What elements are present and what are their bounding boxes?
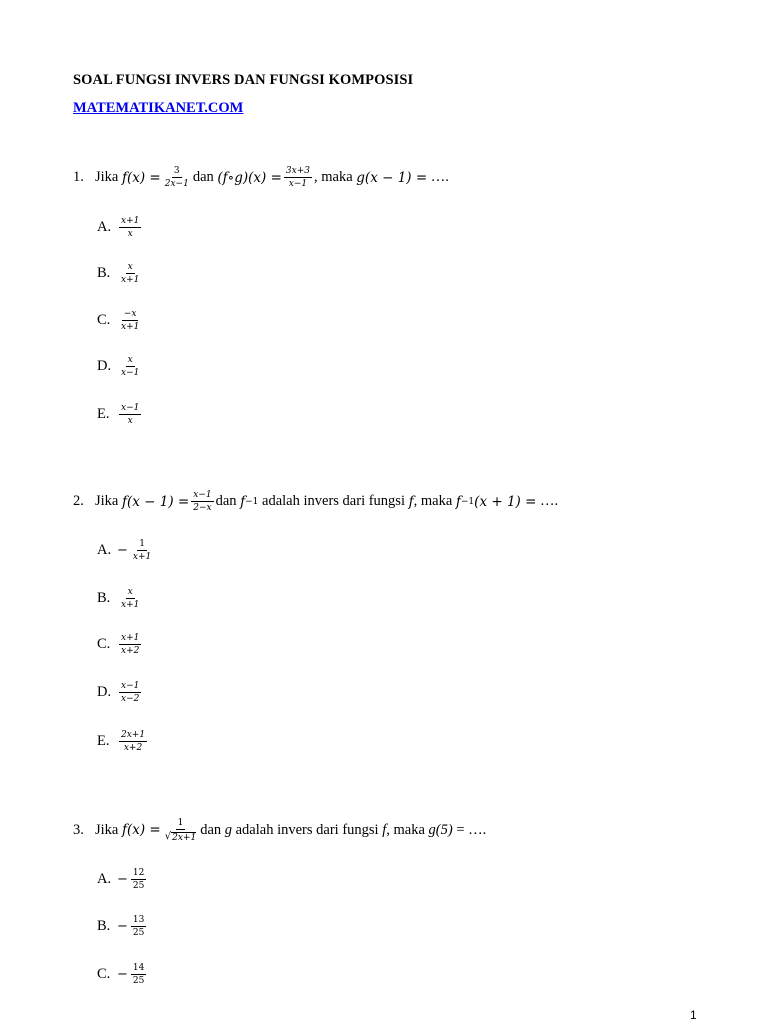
option-sign: −: [117, 872, 128, 888]
option-sign: −: [117, 919, 128, 935]
fraction-numerator: 1: [176, 818, 186, 830]
fraction-numerator: x−1: [119, 681, 141, 693]
question-2: [73, 490, 558, 514]
question-text: , maka: [314, 169, 353, 186]
function-f: f(x) =: [121, 822, 161, 839]
question-dots: ….: [430, 169, 449, 186]
function-letter: f: [382, 821, 387, 838]
option-fraction: [119, 403, 141, 427]
option-fraction: [119, 730, 147, 754]
fraction-numerator: 1: [137, 539, 147, 551]
option-label: A.: [97, 219, 112, 236]
option-label: D.: [97, 684, 112, 701]
sqrt-icon: √: [164, 831, 172, 843]
fraction-numerator: 3: [172, 166, 182, 178]
site-link[interactable]: MATEMATIKANET.COM: [73, 100, 244, 116]
option-label: E.: [97, 733, 110, 750]
fraction-numerator: 3x+3: [284, 166, 312, 178]
fraction-fog: [284, 166, 312, 190]
option-3c[interactable]: [97, 963, 148, 987]
sqrt-radicand: 2x+1: [172, 832, 197, 843]
fraction-denominator: 2x−1: [164, 179, 189, 190]
option-2c[interactable]: [97, 633, 143, 657]
conjunction: dan: [192, 169, 214, 186]
option-sign: −: [117, 967, 128, 983]
question-text: adalah invers dari fungsi: [235, 821, 379, 838]
fraction-denominator: 2−x: [193, 503, 212, 514]
option-fraction: [131, 915, 146, 939]
fraction-numerator: x−1: [191, 490, 213, 502]
option-fraction: [119, 681, 141, 705]
fraction-denominator: x: [127, 229, 133, 240]
fraction-numerator: 13: [131, 915, 146, 927]
ask-argument: (x + 1) =: [474, 493, 537, 510]
question-3: [73, 818, 486, 843]
option-2d[interactable]: [97, 681, 143, 705]
fraction-denominator: x−1: [288, 179, 308, 190]
composition-fog: (f∘g)(x) =: [217, 169, 282, 186]
function-f: f(x − 1) =: [121, 493, 190, 510]
fraction-numerator: x+1: [119, 633, 141, 645]
option-1c[interactable]: [97, 309, 143, 333]
ask-exponent: −1: [460, 496, 475, 507]
page-number: 1: [690, 1008, 697, 1022]
fraction-denominator: x+2: [123, 743, 143, 754]
fraction-denominator: 25: [132, 928, 145, 939]
option-label: A.: [97, 542, 112, 559]
inverse-exponent: −1: [245, 496, 259, 507]
option-fraction: [131, 868, 146, 892]
option-fraction: [119, 633, 141, 657]
option-label: D.: [97, 358, 112, 375]
fraction-numerator: 14: [131, 963, 146, 975]
fraction-f: [163, 818, 198, 843]
option-fraction: [119, 309, 141, 333]
conjunction: dan: [200, 821, 222, 838]
function-g: g: [224, 821, 232, 838]
document-title: SOAL FUNGSI INVERS DAN FUNGSI KOMPOSISI: [73, 72, 414, 88]
question-prefix: Jika: [95, 493, 119, 510]
question-1: [73, 166, 449, 190]
question-text: adalah invers dari fungsi: [262, 493, 405, 510]
question-ask: g(5): [428, 821, 453, 838]
option-2e[interactable]: [97, 730, 149, 754]
fraction-numerator: x−1: [119, 403, 141, 415]
option-label: C.: [97, 312, 111, 329]
fraction-denominator: x+1: [121, 275, 140, 286]
fraction-denominator: x+1: [121, 600, 140, 611]
option-3a[interactable]: [97, 868, 148, 892]
question-ask: g(x − 1) =: [356, 169, 428, 186]
question-prefix: Jika: [95, 169, 119, 186]
option-fraction: [119, 262, 141, 286]
fraction-numerator: x: [126, 355, 135, 367]
option-1d[interactable]: [97, 355, 143, 379]
option-label: C.: [97, 636, 111, 653]
option-2a[interactable]: [97, 539, 155, 563]
question-number: 1.: [73, 169, 84, 186]
fraction-numerator: 12: [131, 868, 146, 880]
fraction-denominator: x−1: [121, 368, 140, 379]
ask-f: f: [455, 493, 461, 510]
option-2b[interactable]: [97, 587, 143, 611]
inverse-f: f: [240, 493, 246, 510]
function-letter: f: [408, 493, 414, 510]
fraction-denominator: 25: [132, 881, 145, 892]
fraction-denominator: 25: [132, 976, 145, 987]
option-fraction: [119, 587, 141, 611]
fraction-numerator: −x: [122, 309, 139, 321]
option-fraction: [119, 216, 141, 240]
function-f: f(x) =: [121, 169, 161, 186]
fraction-f: [163, 166, 191, 190]
question-number: 2.: [73, 493, 84, 510]
question-text-2: , maka: [386, 821, 425, 838]
fraction-denominator: x−2: [121, 694, 140, 705]
question-dots: ….: [540, 493, 559, 510]
fraction-denominator: [163, 830, 198, 843]
question-number: 3.: [73, 821, 84, 838]
option-label: A.: [97, 871, 112, 888]
conjunction: dan: [215, 493, 237, 510]
option-label: B.: [97, 918, 111, 935]
question-prefix: Jika: [95, 821, 119, 838]
option-label: B.: [97, 265, 111, 282]
option-label: E.: [97, 406, 110, 423]
option-fraction: [131, 963, 146, 987]
fraction-denominator: x+2: [121, 646, 140, 657]
question-dots: = ….: [456, 821, 487, 838]
option-sign: −: [117, 543, 128, 559]
fraction-denominator: x: [127, 416, 133, 427]
option-3b[interactable]: [97, 915, 148, 939]
option-1b[interactable]: [97, 262, 143, 286]
option-label: C.: [97, 966, 111, 983]
option-fraction: [119, 355, 141, 379]
fraction-numerator: x: [126, 262, 135, 274]
fraction-denominator: x+1: [121, 322, 140, 333]
question-text-2: , maka: [413, 493, 453, 510]
option-1a[interactable]: [97, 216, 143, 240]
option-label: B.: [97, 590, 111, 607]
fraction-numerator: x+1: [119, 216, 141, 228]
option-1e[interactable]: [97, 403, 143, 427]
fraction-numerator: x: [126, 587, 135, 599]
option-fraction: [131, 539, 153, 563]
fraction-numerator: 2x+1: [119, 730, 147, 742]
fraction-denominator: x+1: [132, 552, 152, 563]
fraction-f: [191, 490, 213, 514]
